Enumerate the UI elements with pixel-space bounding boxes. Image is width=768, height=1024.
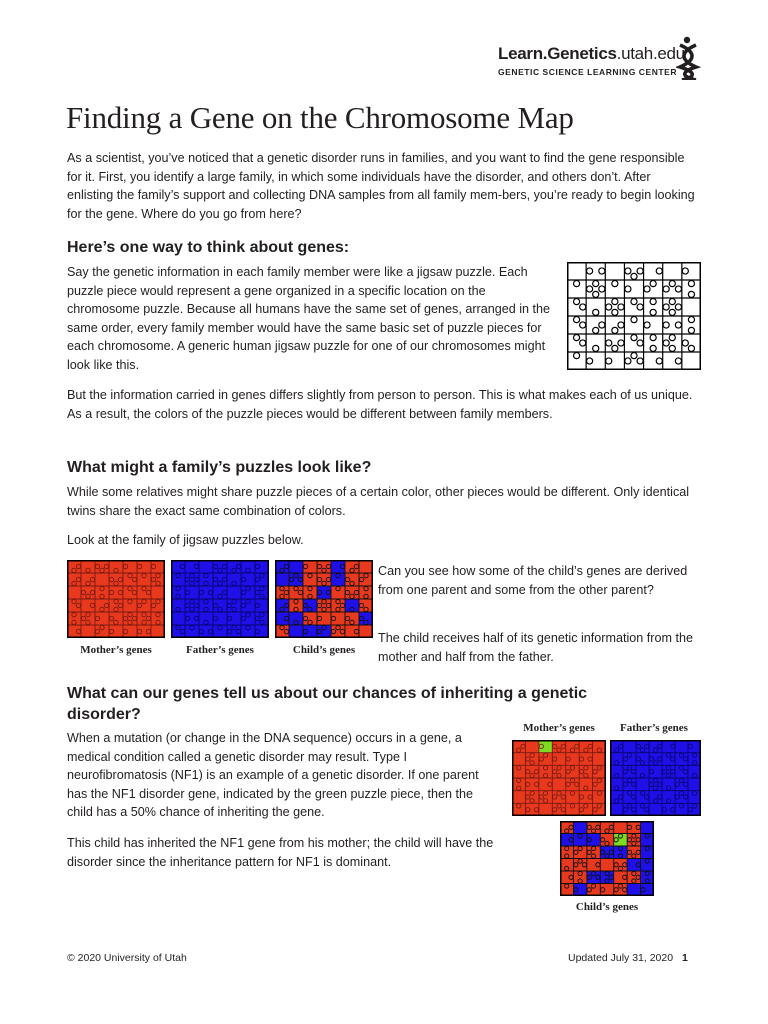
footer-copyright: © 2020 University of Utah <box>67 952 187 964</box>
section2-paragraph-2: Look at the family of jigsaw puzzles below. <box>67 533 304 547</box>
section1-paragraph-2: But the information carried in genes differs slightly from person to person. This is what makes each of us unique. As a result, the colors of the puzzle pieces would be different between family members. <box>67 388 693 421</box>
section3-paragraph-1: When a mutation (or change in the DNA sequence) occurs in a gene, a medical condition called a genetic disorder may result. Type I neurofibromatosis (NF1) is an example of a genetic disorder. If one parent has the NF1 disorder gene, indicated by the green puzzle piece, then the child has a 50% chance of inheriting the gene. <box>67 731 479 819</box>
caption-mother: Mother’s genes <box>80 644 152 656</box>
logo-brand-light: .utah.edu <box>616 44 685 63</box>
nf1-father-puzzle <box>610 740 701 816</box>
section-heading-family: What might a family’s puzzles look like? <box>67 459 372 476</box>
intro-paragraph: As a scientist, you’ve noticed that a genetic disorder runs in families, and you want to find the gene responsible for it. First, you identify a large family, in which some individuals have the disorder, and others don’t. After enlisting the family’s support and collecting DNA samples from all family mem-bers, you’re ready to begin looking for the gene. Where do you go from here? <box>67 151 695 221</box>
dna-person-icon <box>676 36 702 80</box>
caption-nf1-father: Father’s genes <box>620 722 688 734</box>
section-heading-genes: Here’s one way to think about genes: <box>67 239 350 256</box>
page-title: Finding a Gene on the Chromosome Map <box>66 100 574 135</box>
father-puzzle <box>171 560 269 638</box>
footer-updated-date: Updated July 31, 2020 <box>568 952 674 964</box>
caption-nf1-mother: Mother’s genes <box>523 722 595 734</box>
mother-puzzle <box>67 560 165 638</box>
caption-child: Child’s genes <box>292 644 356 656</box>
generic-jigsaw-puzzle <box>567 262 701 370</box>
section2-paragraph-1: While some relatives might share puzzle pieces of a certain color, other pieces would be different. Only identical twins share the exact same combination of colors. <box>67 485 690 518</box>
side-text-derived: Can you see how some of the child’s genes are derived from one parent and some from the other parent? <box>378 564 688 597</box>
logo-text <box>498 44 685 64</box>
section1-paragraph-1: Say the genetic information in each family member were like a jigsaw puzzle. Each puzzle piece would represent a gene organized in a specific location on the chromosome puzzle. Because all humans have the same set of genes, arranged in the same order, every family member would have the same basic set of puzzle pieces for each chromosome. A generic human jigsaw puzzle for one of our chromosomes might look like this. <box>67 265 551 372</box>
logo-subtitle: GENETIC SCIENCE LEARNING CENTER <box>498 67 678 77</box>
caption-nf1-child: Child’s genes <box>575 901 639 913</box>
nf1-mother-puzzle <box>512 740 606 816</box>
footer-updated <box>568 952 688 964</box>
site-logo <box>498 44 703 84</box>
page-number: 1 <box>682 952 688 964</box>
side-text-half: The child receives half of its genetic information from the mother and half from the father. <box>378 631 693 664</box>
logo-brand-bold: Learn.Genetics <box>498 44 617 63</box>
nf1-child-puzzle <box>560 821 654 896</box>
section3-paragraph-2: This child has inherited the NF1 gene from his mother; the child will have the disorder since the inheritance pattern for NF1 is dominant. <box>67 836 494 869</box>
caption-father: Father’s genes <box>186 644 254 656</box>
child-puzzle <box>275 560 373 638</box>
section-heading-disorder: What can our genes tell us about our chances of inheriting a genetic disorder? <box>67 685 588 723</box>
